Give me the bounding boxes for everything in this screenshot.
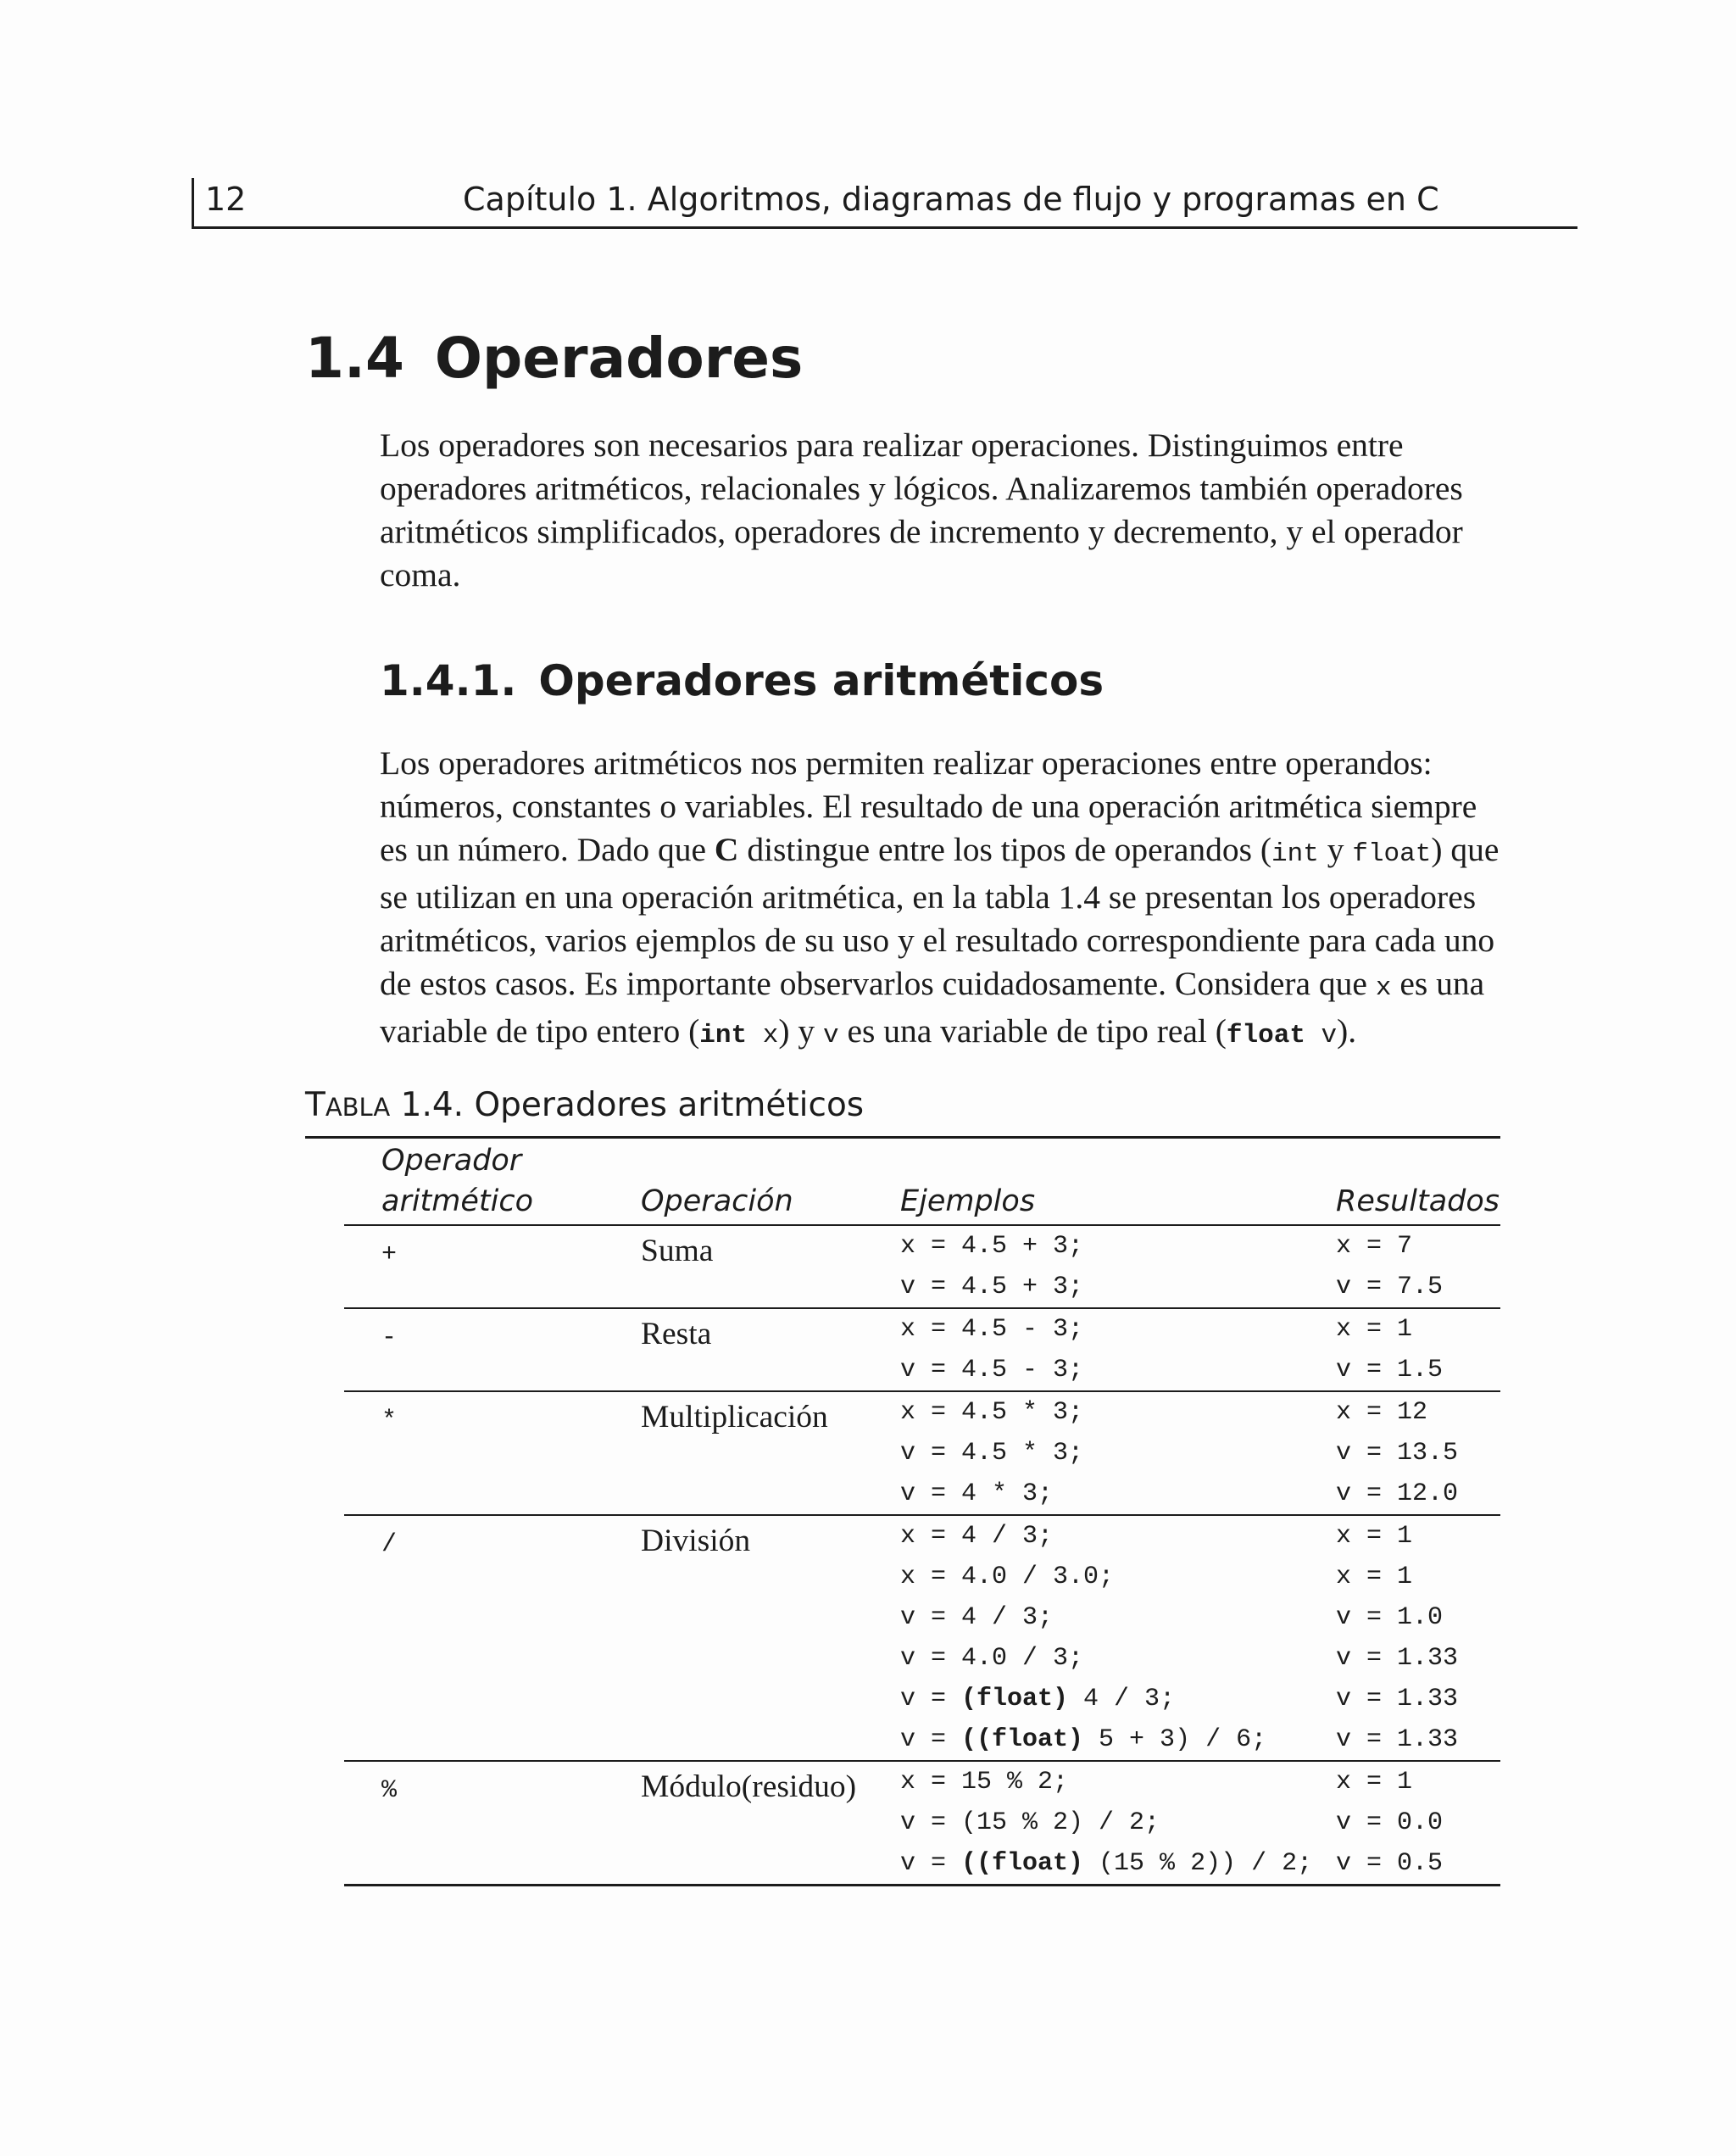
code-segment: v = (900, 1685, 962, 1713)
code-segment: x = 4 / 3; (900, 1522, 1054, 1551)
table-caption (305, 1084, 864, 1129)
examples-cell (900, 1225, 1336, 1308)
example-code (900, 1557, 1336, 1597)
example-code (900, 1719, 1336, 1760)
running-header (192, 178, 1577, 229)
operation-cell (641, 1308, 900, 1391)
code-int: int (1271, 839, 1319, 869)
results-cell (1336, 1515, 1500, 1761)
header-operator-line2: aritmético (381, 1184, 534, 1218)
operation-name: Multiplicación (641, 1400, 828, 1435)
operator-group (344, 1308, 1500, 1391)
operator-cell (344, 1761, 641, 1886)
text-run: y (1318, 831, 1353, 868)
code-v: v (822, 1021, 839, 1050)
header-operator (344, 1140, 641, 1225)
result-value: x = 1 (1336, 1768, 1413, 1797)
example-code (900, 1474, 1336, 1514)
language-name: C (714, 831, 739, 868)
caption-text: 1.4. Operadores aritméticos (390, 1086, 865, 1124)
operation-cell (641, 1225, 900, 1308)
header-operation: Operación (641, 1140, 900, 1225)
table-row (344, 1515, 1500, 1761)
header-left-edge (192, 178, 194, 229)
subsection-number: 1.4.1. (380, 656, 517, 705)
code-segment: 4 / 3; (1068, 1685, 1176, 1713)
operation-name: Resta (641, 1317, 712, 1351)
code-float-keyword: float (1226, 1021, 1305, 1050)
code-x-var: x (747, 1021, 779, 1050)
text-run: es una variable de tipo real ( (838, 1012, 1227, 1050)
result-value: v = 0.5 (1336, 1849, 1444, 1878)
code-segment: x = 4.0 / 3.0; (900, 1563, 1115, 1591)
caption-prefix: T (305, 1086, 326, 1124)
operator-cell (344, 1225, 641, 1308)
arithmetic-operators-table (344, 1140, 1500, 1886)
code-int-keyword: int (699, 1021, 748, 1050)
running-title: Capítulo 1. Algoritmos, diagramas de flujo y programas en C (463, 181, 1439, 218)
example-code (900, 1802, 1336, 1843)
operator-group (344, 1761, 1500, 1886)
code-float: float (1352, 839, 1432, 869)
table-row (344, 1391, 1500, 1515)
result-value: x = 1 (1336, 1522, 1413, 1551)
result-value: v = 0.0 (1336, 1808, 1444, 1837)
operator-group (344, 1515, 1500, 1761)
text-run: distingue entre los tipos de operandos ( (738, 831, 1272, 868)
operator-symbol: + (381, 1240, 398, 1269)
operator-cell (344, 1308, 641, 1391)
results-cell (1336, 1761, 1500, 1886)
code-segment: x = 4.5 + 3; (900, 1232, 1084, 1261)
table-row (344, 1308, 1500, 1391)
example-code (900, 1843, 1336, 1884)
operator-symbol: / (381, 1530, 398, 1559)
text-run: ). (1337, 1012, 1357, 1050)
table-header-row (344, 1140, 1500, 1225)
example-code (900, 1392, 1336, 1433)
result-value: v = 1.33 (1336, 1725, 1459, 1754)
example-code (900, 1267, 1336, 1307)
code-segment: v = 4.5 + 3; (900, 1273, 1084, 1301)
results-cell (1336, 1225, 1500, 1308)
results-cell (1336, 1391, 1500, 1515)
cast-keyword: ((float) (961, 1725, 1084, 1754)
example-code (900, 1309, 1336, 1350)
header-operator-line1: Operador (381, 1144, 522, 1178)
operation-name: División (641, 1524, 751, 1558)
operator-cell (344, 1515, 641, 1761)
code-segment: v = 4 / 3; (900, 1603, 1054, 1632)
examples-cell (900, 1391, 1336, 1515)
operation-name: Suma (641, 1234, 714, 1268)
section-name: Operadores (434, 326, 804, 391)
text-run: Los operadores aritméticos nos permiten realizar operaciones entre operandos: números, constantes o variables. El resultado de una operación aritmética siempre es un número. Dado que (380, 744, 1477, 868)
example-code (900, 1597, 1336, 1638)
examples-cell (900, 1761, 1336, 1886)
table-row (344, 1225, 1500, 1308)
result-value: x = 1 (1336, 1315, 1413, 1344)
code-segment: x = 15 % 2; (900, 1768, 1069, 1797)
result-value: v = 12.0 (1336, 1479, 1459, 1508)
section-title (305, 320, 803, 397)
example-code (900, 1226, 1336, 1267)
example-code (900, 1350, 1336, 1390)
result-value: v = 13.5 (1336, 1439, 1459, 1468)
code-segment: v = 4.0 / 3; (900, 1644, 1084, 1673)
code-segment: v = 4.5 * 3; (900, 1439, 1084, 1468)
code-segment: v = 4 * 3; (900, 1479, 1054, 1508)
intro-paragraph: Los operadores son necesarios para realizar operaciones. Distinguimos entre operadores aritméticos, relacionales y lógicos. Analizaremos también operadores aritméticos simplificados, operadores de incremento y decremento, y el operador coma. (380, 426, 1463, 593)
example-code (900, 1679, 1336, 1719)
example-code (900, 1433, 1336, 1474)
subsection-name: Operadores aritméticos (538, 656, 1104, 705)
cast-keyword: (float) (961, 1685, 1069, 1713)
operation-cell (641, 1515, 900, 1761)
code-v-var: v (1305, 1021, 1338, 1050)
page-number: 12 (205, 181, 247, 218)
code-segment: 5 + 3) / 6; (1083, 1725, 1267, 1754)
operator-group (344, 1391, 1500, 1515)
examples-cell (900, 1308, 1336, 1391)
header-examples: Ejemplos (900, 1140, 1336, 1225)
subsection-title (380, 653, 1104, 709)
code-segment: x = 4.5 - 3; (900, 1315, 1084, 1344)
operation-cell (641, 1761, 900, 1886)
result-value: x = 1 (1336, 1563, 1413, 1591)
table-row (344, 1761, 1500, 1886)
text-run: es una variable de tipo entero ( (380, 965, 1485, 1050)
operator-symbol: % (381, 1776, 398, 1805)
text-run: ) y (778, 1012, 823, 1050)
code-segment: v = (15 % 2) / 2; (900, 1808, 1160, 1837)
header-rule (192, 226, 1577, 229)
code-x: x (1375, 973, 1392, 1003)
result-value: v = 1.33 (1336, 1644, 1459, 1673)
code-segment: (15 % 2)) / 2; (1083, 1849, 1313, 1878)
example-code (900, 1762, 1336, 1802)
arithmetic-paragraph (380, 742, 1507, 1057)
code-segment: v = 4.5 - 3; (900, 1356, 1084, 1384)
code-segment: x = 4.5 * 3; (900, 1398, 1084, 1427)
code-segment: v = (900, 1725, 962, 1754)
section-number: 1.4 (305, 326, 404, 391)
operator-group (344, 1225, 1500, 1308)
results-cell (1336, 1308, 1500, 1391)
header-results: Resultados (1336, 1140, 1500, 1225)
result-value: v = 7.5 (1336, 1273, 1444, 1301)
result-value: v = 1.0 (1336, 1603, 1444, 1632)
operator-symbol: - (381, 1323, 398, 1352)
caption-prefix-smallcaps: ABLA (325, 1093, 391, 1122)
result-value: v = 1.5 (1336, 1356, 1444, 1384)
result-value: x = 12 (1336, 1398, 1428, 1427)
example-code (900, 1516, 1336, 1557)
operator-cell (344, 1391, 641, 1515)
code-segment: v = (900, 1849, 962, 1878)
cast-keyword: ((float) (961, 1849, 1084, 1878)
operator-symbol: * (381, 1407, 398, 1435)
text-run: ) que se utilizan en una operación aritmética, en la tabla 1.4 se presentan los operadores aritméticos, varios ejemplos de su uso y el resultado correspondiente para cada uno de estos casos. Es importante observarlos cuidadosamente. Considera que (380, 831, 1500, 1002)
caption-rule (305, 1136, 1500, 1139)
result-value: v = 1.33 (1336, 1685, 1459, 1713)
result-value: x = 7 (1336, 1232, 1413, 1261)
operation-name: Módulo(residuo) (641, 1769, 857, 1804)
examples-cell (900, 1515, 1336, 1761)
example-code (900, 1638, 1336, 1679)
operation-cell (641, 1391, 900, 1515)
